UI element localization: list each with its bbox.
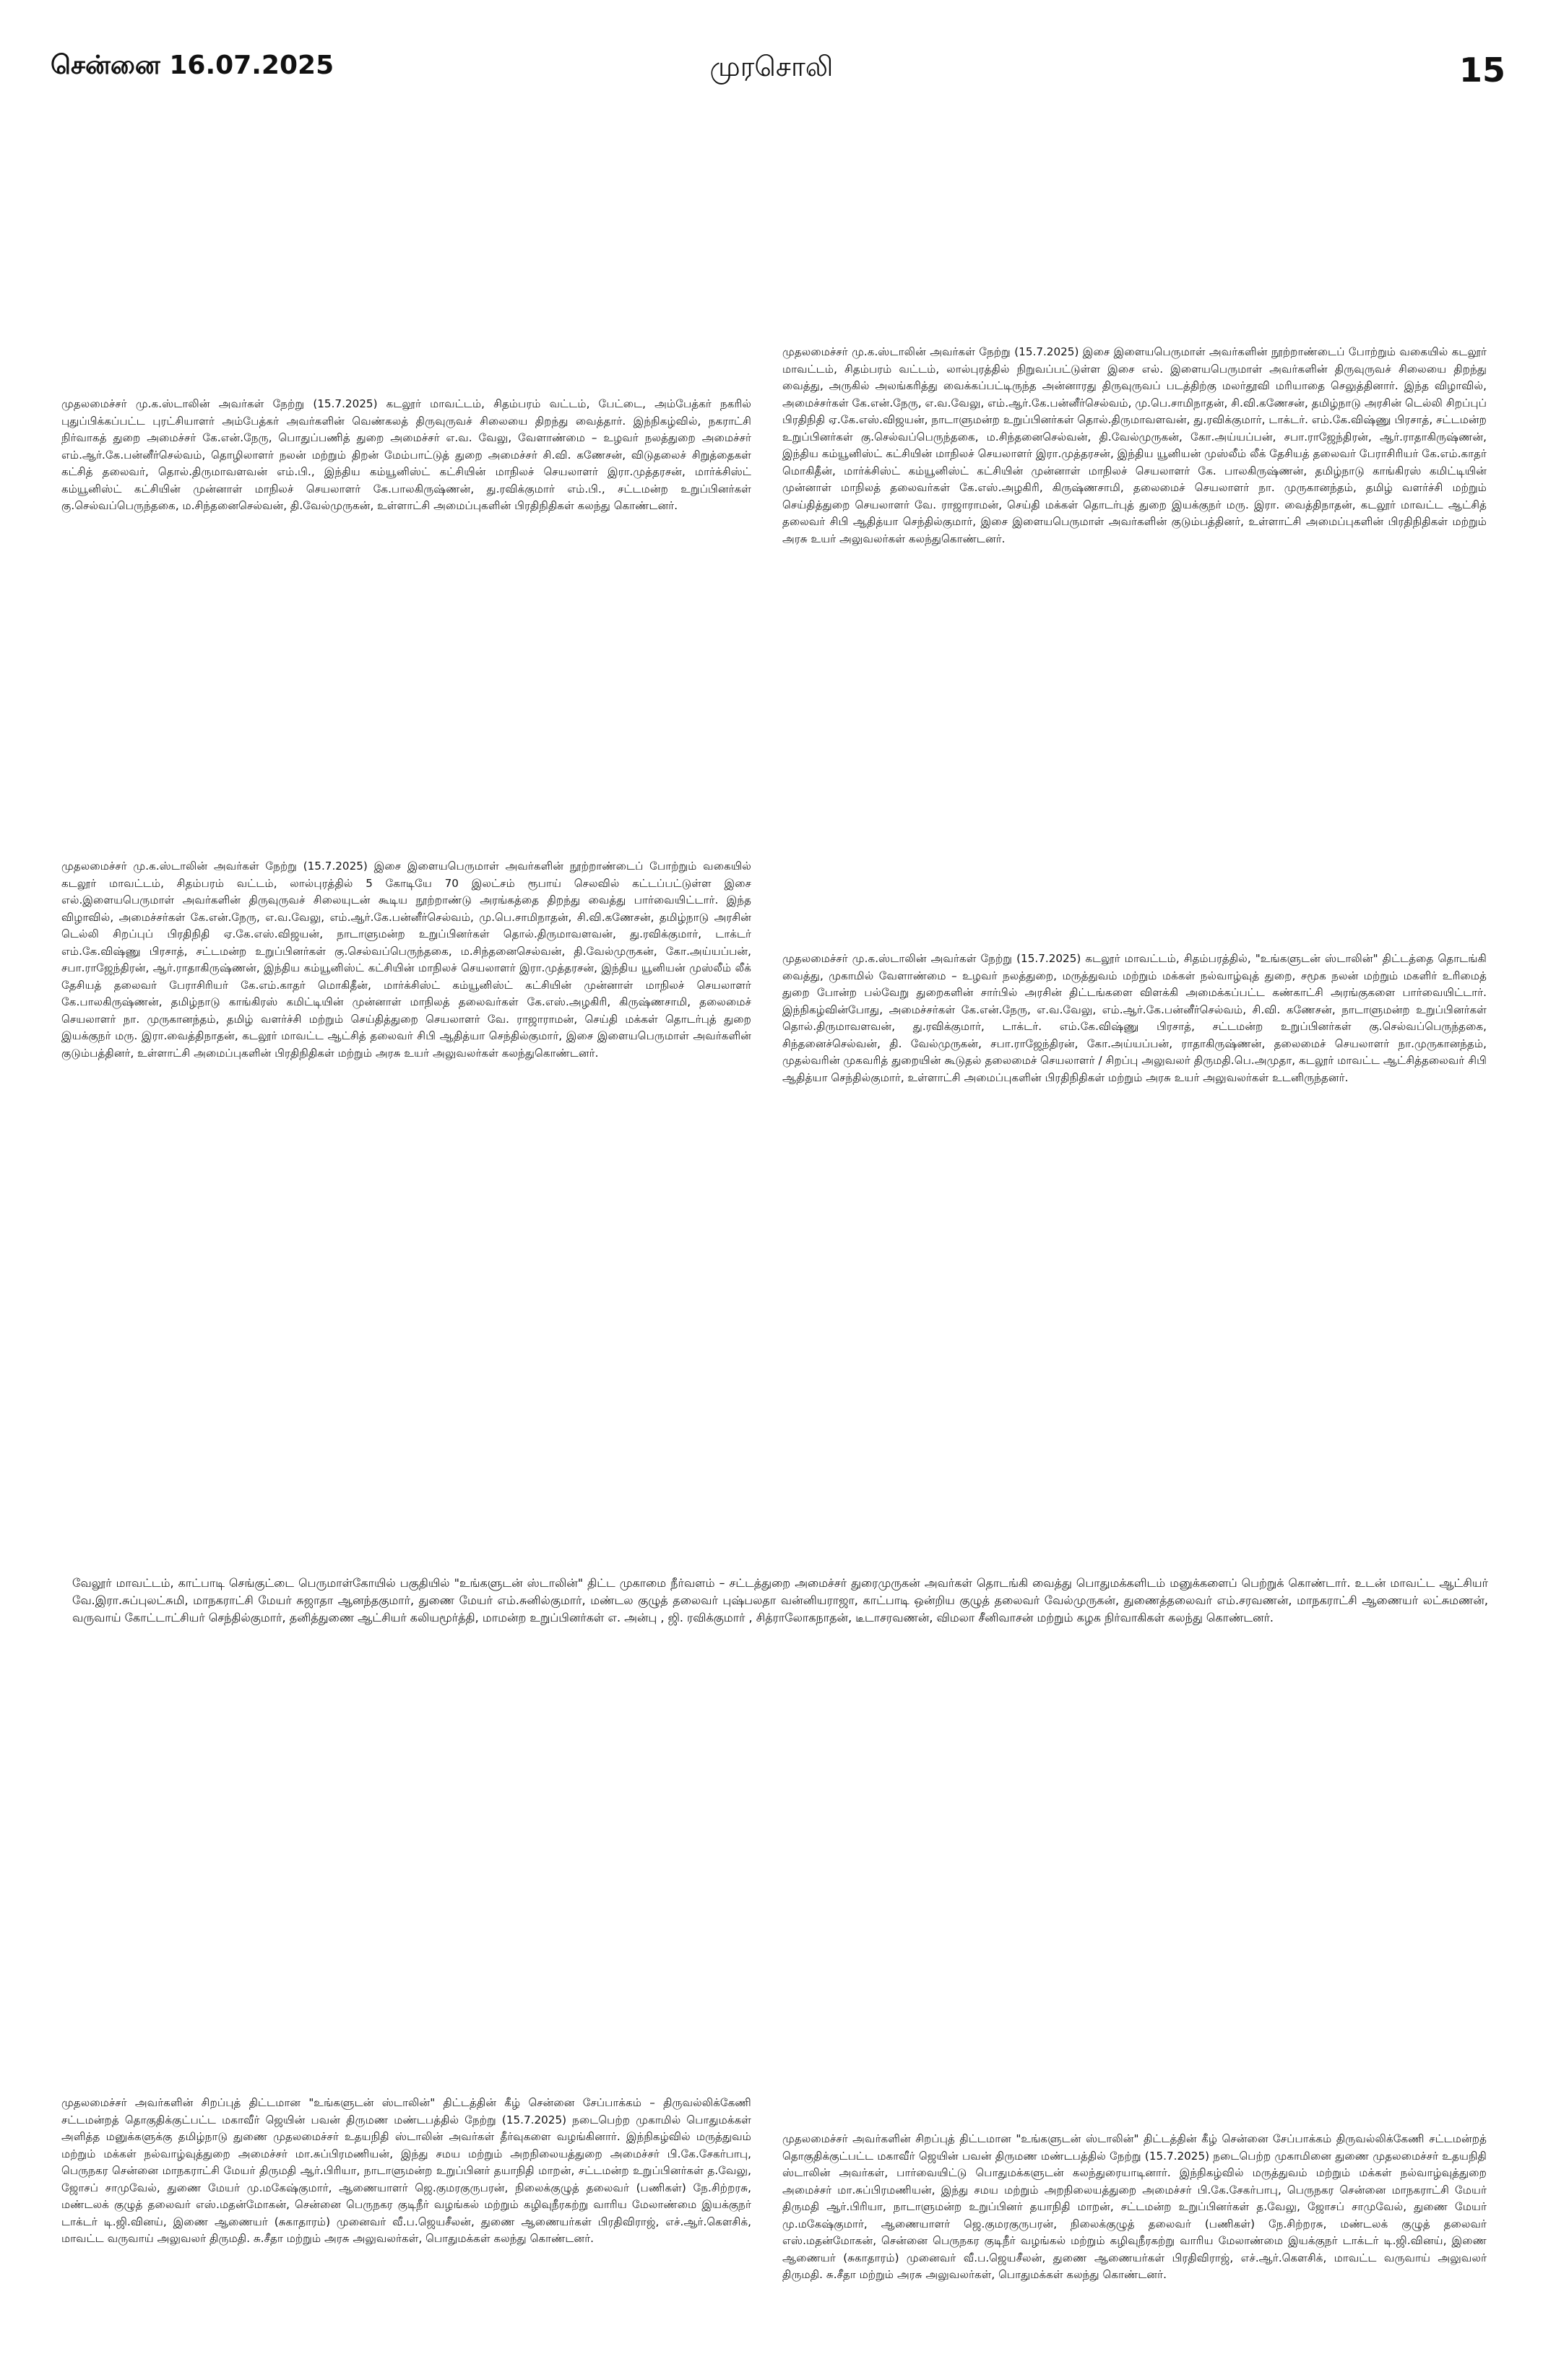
- caption-centenary-hall: முதலமைச்சர் மு.க.ஸ்டாலின் அவர்கள் நேற்று (15.7.2025) இசை இளையபெருமாள் அவர்களின் நூற்றாண்டைப் போற்றும் வகையில் கடலூர் மாவட்டம், சிதம்பரம் வட்டம், லால்புரத்தில் 5 கோடியே 70 இலட்சம் ரூபாய் செலவில் கட்டப்பட்டுள்ள இசை எல்.இளையபெருமாள் அவர்களின் திருவுருவச் சிலையுடன் கூடிய நூற்றாண்டு அரங்கத்தை திறந்து வைத்து பார்வையிட்டார். இந்த விழாவில், அமைச்சர்கள் கே.என்.நேரு, எ.வ.வேலு, எம்.ஆர்.கே.பன்னீர்செல்வம், மு.பெ.சாமிநாதன், சி.வி.கணேசன், தமிழ்நாடு அரசின் டெல்லி சிறப்புப் பிரதிநிதி ஏ.கே.எஸ்.விஜயன், நாடாளுமன்ற உறுப்பினர்கள் தொல்.திருமாவளவன், து.ரவிக்குமார், டாக்டர் எம்.கே.விஷ்ணு பிரசாத், சட்டமன்ற உறுப்பினர்கள் கு.செல்வப்பெருந்தகை, ம.சிந்தனைசெல்வன், தி.வேல்முருகன், கோ.அய்யப்பன், சபா.ராஜேந்திரன், ஆர்.ராதாகிருஷ்ணன், இந்திய கம்யூனிஸ்ட் கட்சியின் மாநிலச் செயலாளர் இரா.முத்தரசன், இந்திய யூனியன் முஸ்லீம் லீக் தேசியத் தலைவர் பேராசிரியர் கே.எம்.காதர் மொகிதீன், மார்க்சிஸ்ட் கம்யூனிஸ்ட் கட்சியின் முன்னாள் மாநிலச் செயலாளர் கே.பாலகிருஷ்ணன், தமிழ்நாடு காங்கிரஸ் கமிட்டியின் முன்னாள் மாநிலத் தலைவர்கள் கே.எஸ்.அழகிரி, கிருஷ்ணசாமி, தலைமைச் செயலாளர் நா. முருகானந்தம், தமிழ் வளர்ச்சி மற்றும் செய்தித்துறை செயலாளர் வே. ராஜாராமன், செய்தி மக்கள் தொடர்புத் துறை இயக்குநர் மரு. இரா.வைத்திநாதன், கடலூர் மாவட்ட ஆட்சித் தலைவர் சிபி ஆதித்யா செந்தில்குமார், இசை இளையபெருமாள் அவர்களின் குடும்பத்தினர், உள்ளாட்சி அமைப்புகளின் பிரதிநிதிகள் மற்றும் அரசு உயர் அலுவலர்கள் கலந்துகொண்டனர்.: [61, 860, 751, 1060]
- edition-date: சென்னை 16.07.2025: [51, 51, 334, 80]
- caption-ambedkar-statue: முதலமைச்சர் மு.க.ஸ்டாலின் அவர்கள் நேற்று (15.7.2025) கடலூர் மாவட்டம், சிதம்பரம் வட்டம், பேட்டை, அம்பேத்கர் நகரில் புதுப்பிக்கப்பட்ட புரட்சியாளர் அம்பேத்கர் அவர்களின் வெண்கலத் திருவுருவச் சிலையை திறந்து வைத்தார். இந்நிகழ்வில், நகராட்சி நிர்வாகத் துறை அமைச்சர் கே.என்.நேரு, பொதுப்பணித் துறை அமைச்சர் எ.வ. வேலு, வேளாண்மை – உழவர் நலத்துறை அமைச்சர் எம்.ஆர்.கே.பன்னீர்செல்வம், தொழிலாளர் நலன் மற்றும் திறன் மேம்பாட்டுத் துறை அமைச்சர் சி.வி. கணேசன், விடுதலைச் சிறுத்தைகள் கட்சித் தலைவர், தொல்.திருமாவளவன் எம்.பி., இந்திய கம்யூனிஸ்ட் கட்சியின் மாநிலச் செயலாளர் இரா.முத்தரசன், மார்க்சிஸ்ட் கம்யூனிஸ்ட் கட்சியின் முன்னாள் மாநிலச் செயலாளர் கே.பாலகிருஷ்ணன், து.ரவிக்குமார் எம்.பி., சட்டமன்ற உறுப்பினர்கள் கு.செல்வப்பெருந்தகை, ம.சிந்தனைசெல்வன், தி.வேல்முருகன், உள்ளாட்சி அமைப்புகளின் பிரதிநிதிகள் கலந்து கொண்டனர்.: [61, 397, 751, 512]
- caption-chepauk-visit: முதலமைச்சர் அவர்களின் சிறப்புத் திட்டமான "உங்களுடன் ஸ்டாலின்" திட்டத்தின் கீழ் சென்னை சேப்பாக்கம் திருவல்லிக்கேணி சட்டமன்றத் தொகுதிக்குட்பட்ட மகாவீர் ஜெயின் பவன் திருமண மண்டபத்தில் நேற்று (15.7.2025) நடைபெற்ற முகாமினை துணை முதலமைச்சர் உதயநிதி ஸ்டாலின் அவர்கள், பார்வையிட்டு பொதுமக்களுடன் கலந்துரையாடினார். இந்நிகழ்வில் மருத்துவம் மற்றும் மக்கள் நல்வாழ்வுத்துறை அமைச்சர் மா.சுப்பிரமணியன், இந்து சமய மற்றும் அறநிலையத்துறை அமைச்சர் பி.கே.சேகர்பாபு, பெருநகர சென்னை மாநகராட்சி மேயர் திருமதி ஆர்.பிரியா, நாடாளுமன்ற உறுப்பினர் தயாநிதி மாறன், சட்டமன்ற உறுப்பினர்கள் த.வேலு, ஜோசப் சாமுவேல், துணை மேயர் மு.மகேஷ்குமார், ஆணையாளர் ஜெ.குமரகுருபரன், நிலைக்குழுத் தலைவர் (பணிகள்) நே.சிற்றரசு, மண்டலக் குழுத் தலைவர் எஸ்.மதன்மோகன், சென்னை பெருநகர குடிநீர் வழங்கல் மற்றும் கழிவுநீரகற்று வாரிய மேலாண்மை இயக்குநர் டாக்டர் டி.ஜி.வினய், இணை ஆணையர் (சுகாதாரம்) முனைவர் வீ.ப.ஜெயசீலன், துணை ஆணையர்கள் பிரதிவிராஜ், எச்.ஆர்.கௌசிக், மாவட்ட வருவாய் அலுவலர் திருமதி. சு.சீதா மற்றும் அரசு அலுவலர்கள், பொதுமக்கள் கலந்து கொண்டனர்.: [782, 2132, 1487, 2281]
- caption-chepauk-petitions: முதலமைச்சர் அவர்களின் சிறப்புத் திட்டமான "உங்களுடன் ஸ்டாலின்" திட்டத்தின் கீழ் சென்னை சேப்பாக்கம் – திருவல்லிக்கேணி சட்டமன்றத் தொகுதிக்குட்பட்ட மகாவீர் ஜெயின் பவன் திருமண மண்டபத்தில் நேற்று (15.7.2025) நடைபெற்ற முகாமில் பொதுமக்கள் அளித்த மனுக்களுக்கு தமிழ்நாடு துணை முதலமைச்சர் உதயநிதி ஸ்டாலின் அவர்கள் தீர்வுகளை வழங்கினார். இந்நிகழ்வில் மருத்துவம் மற்றும் மக்கள் நல்வாழ்வுத்துறை அமைச்சர் மா.சுப்பிரமணியன், இந்து சமய மற்றும் அறநிலையத்துறை அமைச்சர் பி.கே.சேகர்பாபு, பெருநகர சென்னை மாநகராட்சி மேயர் திருமதி ஆர்.பிரியா, நாடாளுமன்ற உறுப்பினர் தயாநிதி மாறன், சட்டமன்ற உறுப்பினர்கள் த.வேலு, ஜோசப் சாமுவேல், துணை மேயர் மு.மகேஷ்குமார், ஆணையாளர் ஜெ.குமரகுருபரன், நிலைக்குழுத் தலைவர் (பணிகள்) நே.சிற்றரசு, மண்டலக் குழுத் தலைவர் எஸ்.மதன்மோகன், சென்னை பெருநகர குடிநீர் வழங்கல் மற்றும் கழிவுநீரகற்று வாரிய மேலாண்மை இயக்குநர் டாக்டர் டி.ஜி.வினய், இணை ஆணையர் (சுகாதாரம்) முனைவர் வீ.ப.ஜெயசீலன், துணை ஆணையர்கள் பிரதிவிராஜ், எச்.ஆர்.கௌசிக், மாவட்ட வருவாய் அலுவலர் திருமதி. சு.சீதா மற்றும் அரசு அலுவலர்கள், பொதுமக்கள் கலந்து கொண்டனர்.: [61, 2096, 751, 2245]
- caption-ungaludan-stalin-chidambaram: முதலமைச்சர் மு.க.ஸ்டாலின் அவர்கள் நேற்று (15.7.2025) கடலூர் மாவட்டம், சிதம்பரத்தில், "உங்களுடன் ஸ்டாலின்" திட்டத்தை தொடங்கி வைத்து, முகாமில் வேளாண்மை – உழவர் நலத்துறை, மருத்துவம் மற்றும் மக்கள் நல்வாழ்வுத் துறை, சமூக நலன் மற்றும் மகளிர் உரிமைத் துறை போன்ற பல்வேறு துறைகளின் சார்பில் அரசின் திட்டங்களை விளக்கி அமைக்கப்பட்ட கண்காட்சி அரங்குகளை பார்வையிட்டார். இந்நிகழ்வின்போது, அமைச்சர்கள் கே.என்.நேரு, எ.வ.வேலு, எம்.ஆர்.கே.பன்னீர்செல்வம், சி.வி. கணேசன், நாடாளுமன்ற உறுப்பினர்கள் தொல்.திருமாவளவன், து.ரவிக்குமார், டாக்டர். எம்.கே.விஷ்ணு பிரசாத், சட்டமன்ற உறுப்பினர்கள் கு.செல்வப்பெருந்தகை, சிந்தனைச்செல்வன், தி. வேல்முருகன், சபா.ராஜேந்திரன், கோ.அய்யப்பன், ராதாகிருஷ்ணன், தலைமைச் செயலாளர் நா.முருகானந்தம், முதல்வரின் முகவரித் துறையின் கூடுதல் தலைமைச் செயலாளர் / சிறப்பு அலுவலர் திருமதி.பெ.அமுதா, கடலூர் மாவட்ட ஆட்சித்தலைவர் சிபி ஆதித்யா செந்தில்குமார், உள்ளாட்சி அமைப்புகளின் பிரதிநிதிகள் மற்றும் அரசு உயர் அலுவலர்கள் உடனிருந்தனர்.: [782, 952, 1487, 1084]
- page-number: 15: [1458, 51, 1505, 90]
- caption-vellore-camp: வேலூர் மாவட்டம், காட்பாடி செங்குட்டை பெருமாள்கோயில் பகுதியில் "உங்களுடன் ஸ்டாலின்" திட்ட முகாமை நீர்வளம் – சட்டத்துறை அமைச்சர் துரைமுருகன் அவர்கள் தொடங்கி வைத்து பொதுமக்களிடம் மனுக்களைப் பெற்றுக் கொண்டார். உடன் மாவட்ட ஆட்சியர் வே.இரா.சுப்புலட்சுமி, மாநகராட்சி மேயர் சுஜாதா ஆனந்தகுமார், துணை மேயர் எம்.சுனில்குமார், மண்டல குழுத் தலைவர் புஷ்பலதா வன்னியராஜா, காட்பாடி ஒன்றிய குழுத் தலைவர் வேல்முருகன், துணைத்தலைவர் எம்.சரவணன், மாநகராட்சி ஆணையர் லட்சுமணன், வருவாய் கோட்டாட்சியர் செந்தில்குமார், தனித்துணை ஆட்சியர் கலியமூர்த்தி, மாமன்ற உறுப்பினர்கள் எ. அன்பு , ஜி. ரவிக்குமார் , சித்ராலோகநாதன், டீடாசரவணன், விமலா சீனிவாசன் மற்றும் கழக நிர்வாகிகள் கலந்து கொண்டனர்.: [72, 1576, 1488, 1624]
- newspaper-name: முரசொலி: [709, 51, 834, 82]
- caption-ilayaperumal-statue: முதலமைச்சர் மு.க.ஸ்டாலின் அவர்கள் நேற்று (15.7.2025) இசை இளையபெருமாள் அவர்களின் நூற்றாண்டைப் போற்றும் வகையில் கடலூர் மாவட்டம், சிதம்பரம் வட்டம், லால்புரத்தில் நிறுவப்பட்டுள்ள இசை எல். இளையபெருமாள் அவர்களின் திருவுருவச் சிலையை திறந்து வைத்து, அருகில் அலங்கரித்து வைக்கப்பட்டிருந்த அன்னாரது திருவுருவப் படத்திற்கு மலர்தூவி மரியாதை செலுத்தினார். இந்த விழாவில், அமைச்சர்கள் கே.என்.நேரு, எ.வ.வேலு, எம்.ஆர்.கே.பன்னீர்செல்வம், மு.பெ.சாமிநாதன், சி.வி.கணேசன், தமிழ்நாடு அரசின் டெல்லி சிறப்புப் பிரதிநிதி ஏ.கே.எஸ்.விஜயன், நாடாளுமன்ற உறுப்பினர்கள் தொல்.திருமாவளவன், து.ரவிக்குமார், டாக்டர். எம்.கே.விஷ்ணு பிரசாத், சட்டமன்ற உறுப்பினர்கள் கு.செல்வப்பெருந்தகை, ம.சிந்தனைசெல்வன், தி.வேல்முருகன், கோ.அய்யப்பன், சபா.ராஜேந்திரன், ஆர்.ராதாகிருஷ்ணன், இந்திய கம்யூனிஸ்ட் கட்சியின் மாநிலச் செயலாளர் இரா.முத்தரசன், இந்திய யூனியன் முஸ்லீம் லீக் தேசியத் தலைவர் பேராசிரியர் கே.எம்.காதர் மொகிதீன், மார்க்சிஸ்ட் கம்யூனிஸ்ட் கட்சியின் முன்னாள் மாநிலச் செயலாளர் கே. பாலகிருஷ்ணன், தமிழ்நாடு காங்கிரஸ் கமிட்டியின் முன்னாள் மாநிலத் தலைவர்கள் கே.எஸ்.அழகிரி, கிருஷ்ணசாமி, தலைமைச் செயலாளர் நா. முருகானந்தம், தமிழ் வளர்ச்சி மற்றும் செய்தித்துறை செயலாளர் வே. ராஜாராமன், செய்தி மக்கள் தொடர்புத் துறை இயக்குநர் மரு. இரா. வைத்திநாதன், கடலூர் மாவட்ட ஆட்சித் தலைவர் சிபி ஆதித்யா செந்தில்குமார், இசை இளையபெருமாள் அவர்களின் குடும்பத்தினர், உள்ளாட்சி அமைப்புகளின் பிரதிநிதிகள் மற்றும் அரசு உயர் அலுவலர்கள் கலந்துகொண்டனர்.: [782, 345, 1487, 545]
